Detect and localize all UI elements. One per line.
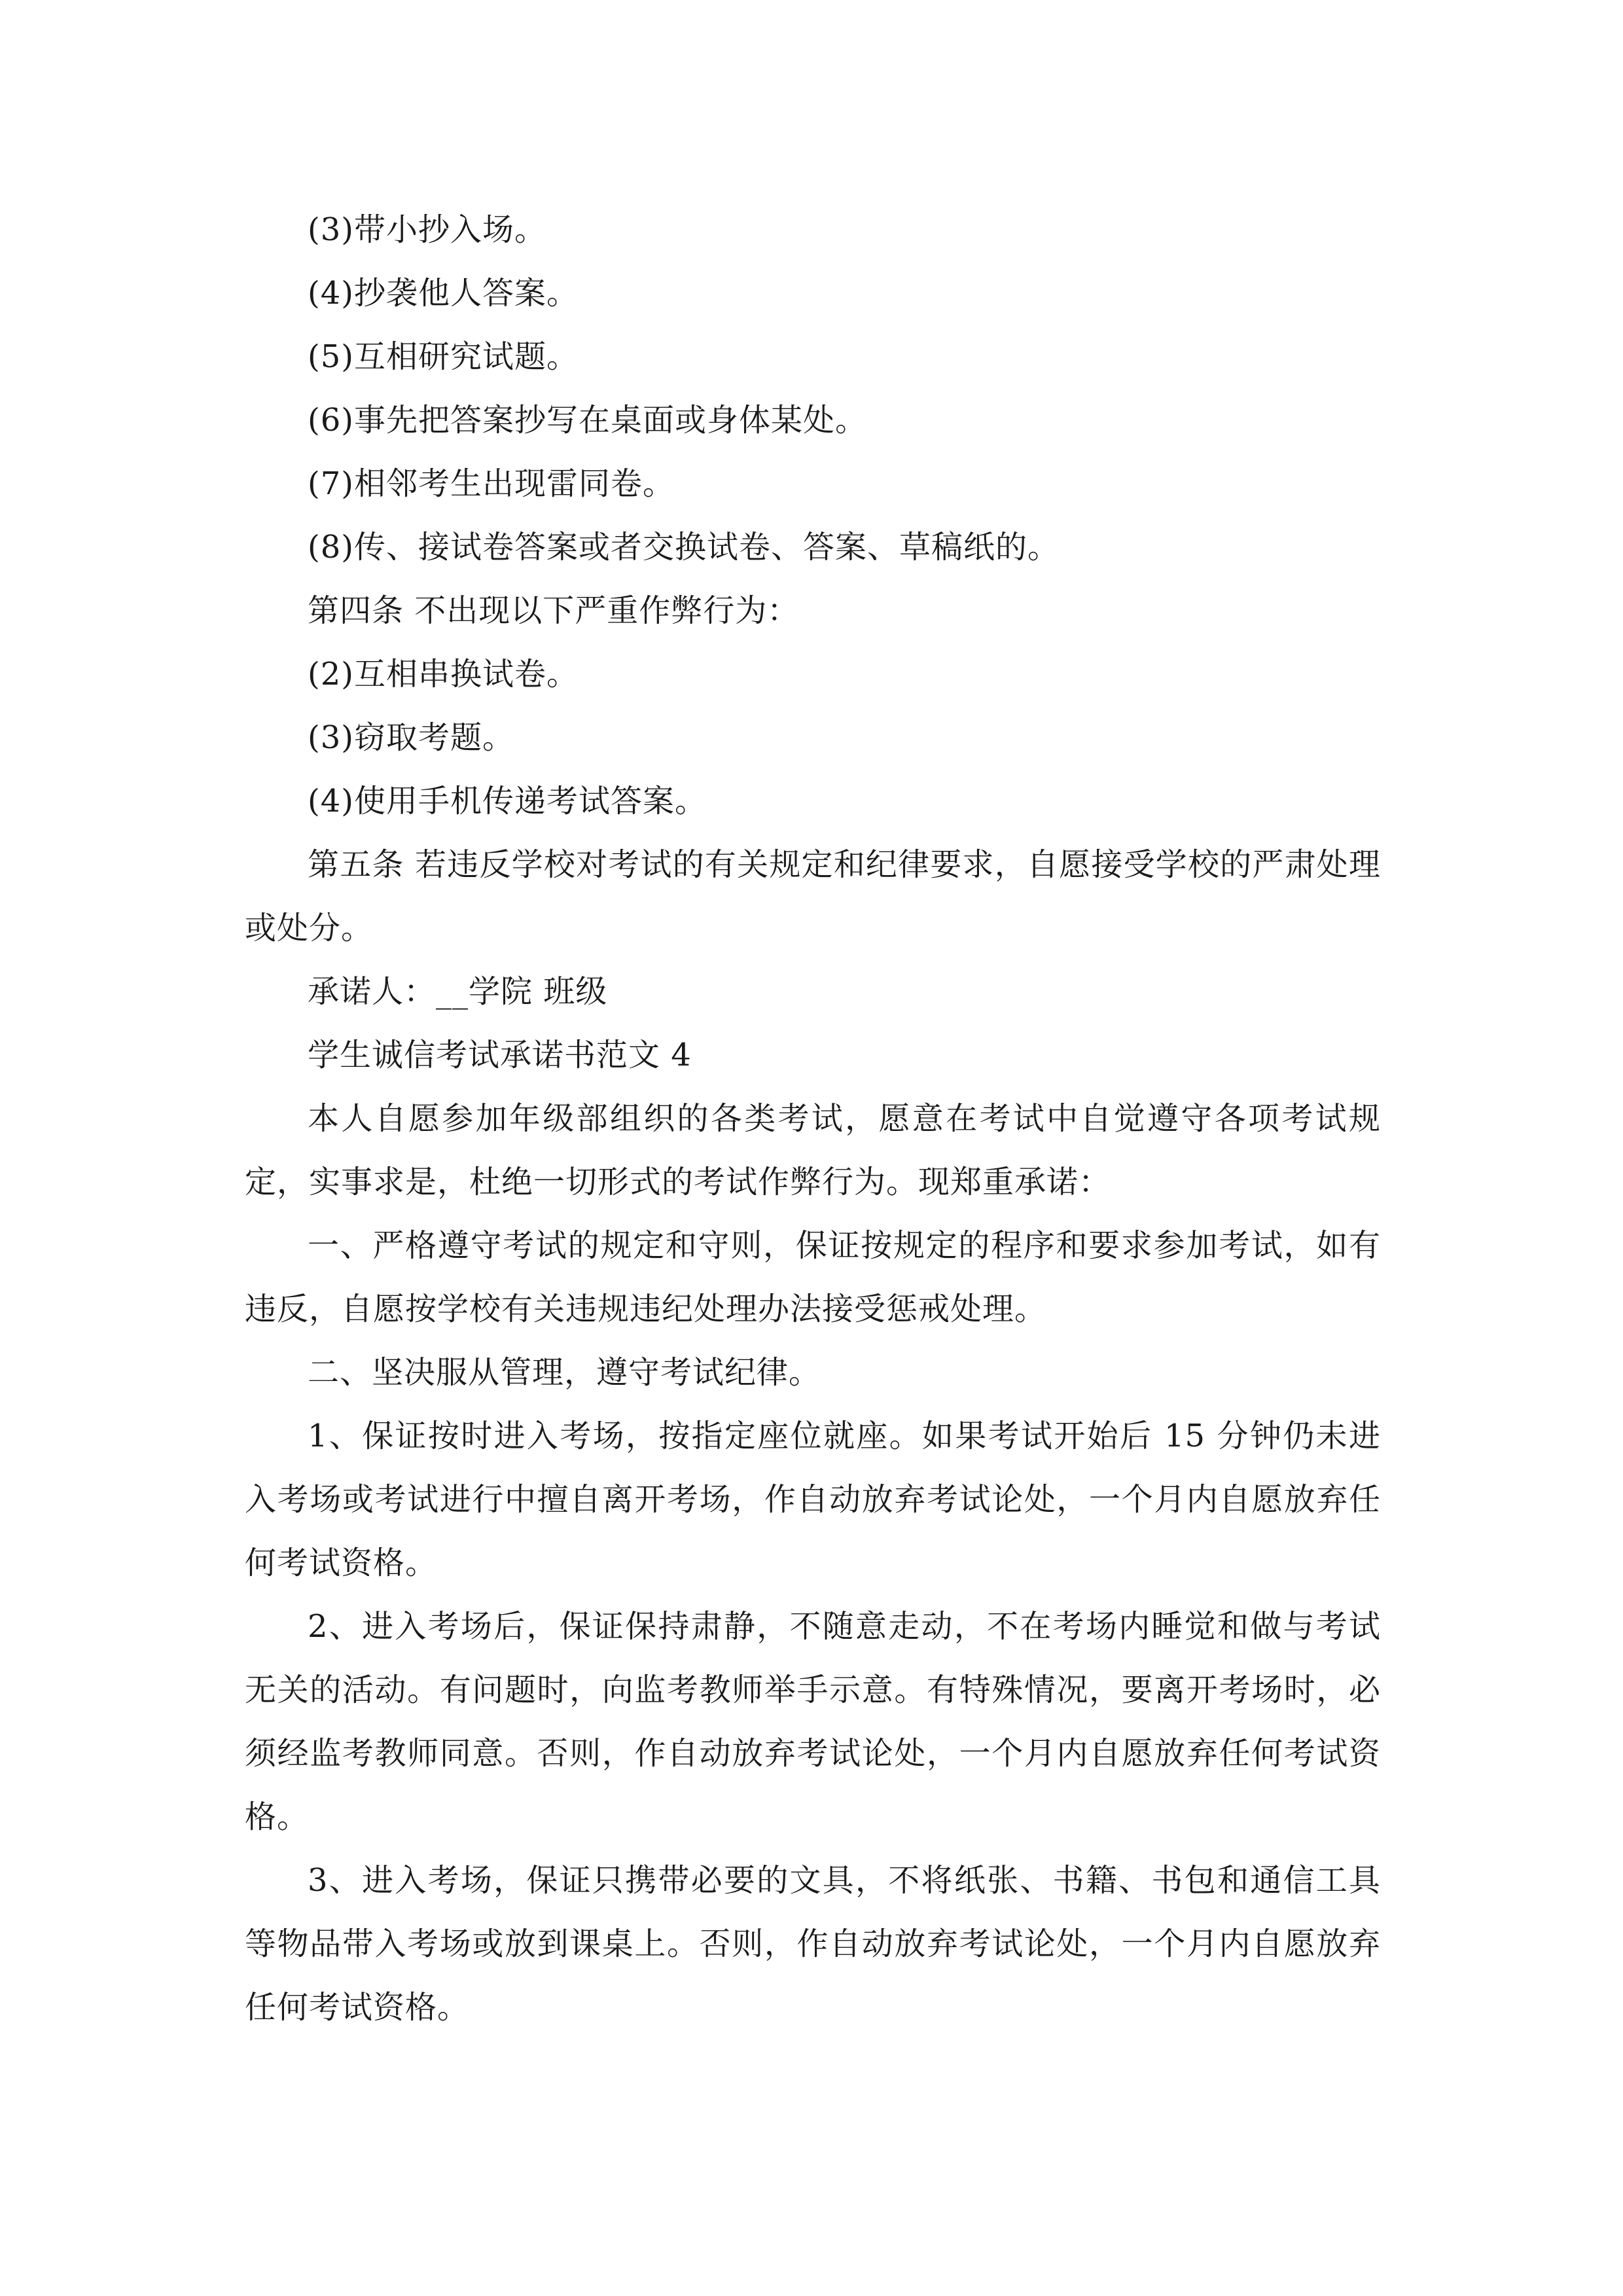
paragraph: (8)传、接试卷答案或者交换试卷、答案、草稿纸的。 bbox=[308, 529, 1060, 565]
paragraph: (7)相邻考生出现雷同卷。 bbox=[308, 465, 675, 502]
paragraph: 二、坚决服从管理，遵守考试纪律。 bbox=[308, 1354, 821, 1391]
paragraph: (6)事先把答案抄写在桌面或身体某处。 bbox=[308, 402, 867, 439]
paragraph: (4)使用手机传递考试答案。 bbox=[308, 783, 707, 819]
paragraph: (4)抄袭他人答案。 bbox=[308, 275, 579, 312]
document-body bbox=[245, 198, 1381, 2039]
paragraph: (5)互相研究试题。 bbox=[308, 338, 579, 375]
section-title: 学生诚信考试承诺书范文 4 bbox=[308, 1037, 692, 1073]
paragraph: 1、保证按时进入考场，按指定座位就座。如果考试开始后 15 分钟仍未进入考场或考试进行中擅自离开考场，作自动放弃考试论处，一个月内自愿放弃任何考试资格。 bbox=[245, 1418, 1381, 1581]
paragraph: 3、进入考场，保证只携带必要的文具，不将纸张、书籍、书包和通信工具等物品带入考场或放到课桌上。否则，作自动放弃考试论处，一个月内自愿放弃任何考试资格。 bbox=[245, 1862, 1381, 2026]
article-heading: 第四条 不出现以下严重作弊行为： bbox=[308, 592, 800, 629]
paragraph: (3)带小抄入场。 bbox=[308, 211, 546, 248]
paragraph: 一、严格遵守考试的规定和守则，保证按规定的程序和要求参加考试，如有违反，自愿按学校有关违规违纪处理办法接受惩戒处理。 bbox=[245, 1227, 1381, 1327]
paragraph: 第五条 若违反学校对考试的有关规定和纪律要求，自愿接受学校的严肃处理或处分。 bbox=[245, 846, 1381, 946]
paragraph: (3)窃取考题。 bbox=[308, 719, 514, 756]
signature-line: 承诺人：__学院 班级 bbox=[308, 973, 608, 1010]
paragraph: 本人自愿参加年级部组织的各类考试，愿意在考试中自觉遵守各项考试规定，实事求是，杜绝一切形式的考试作弊行为。现郑重承诺： bbox=[245, 1100, 1381, 1200]
paragraph: (2)互相串换试卷。 bbox=[308, 656, 579, 692]
paragraph: 2、进入考场后，保证保持肃静，不随意走动，不在考场内睡觉和做与考试无关的活动。有问题时，向监考教师举手示意。有特殊情况，要离开考场时，必须经监考教师同意。否则，作自动放弃考试论处，一个月内自愿放弃任何考试资格。 bbox=[245, 1608, 1381, 1835]
